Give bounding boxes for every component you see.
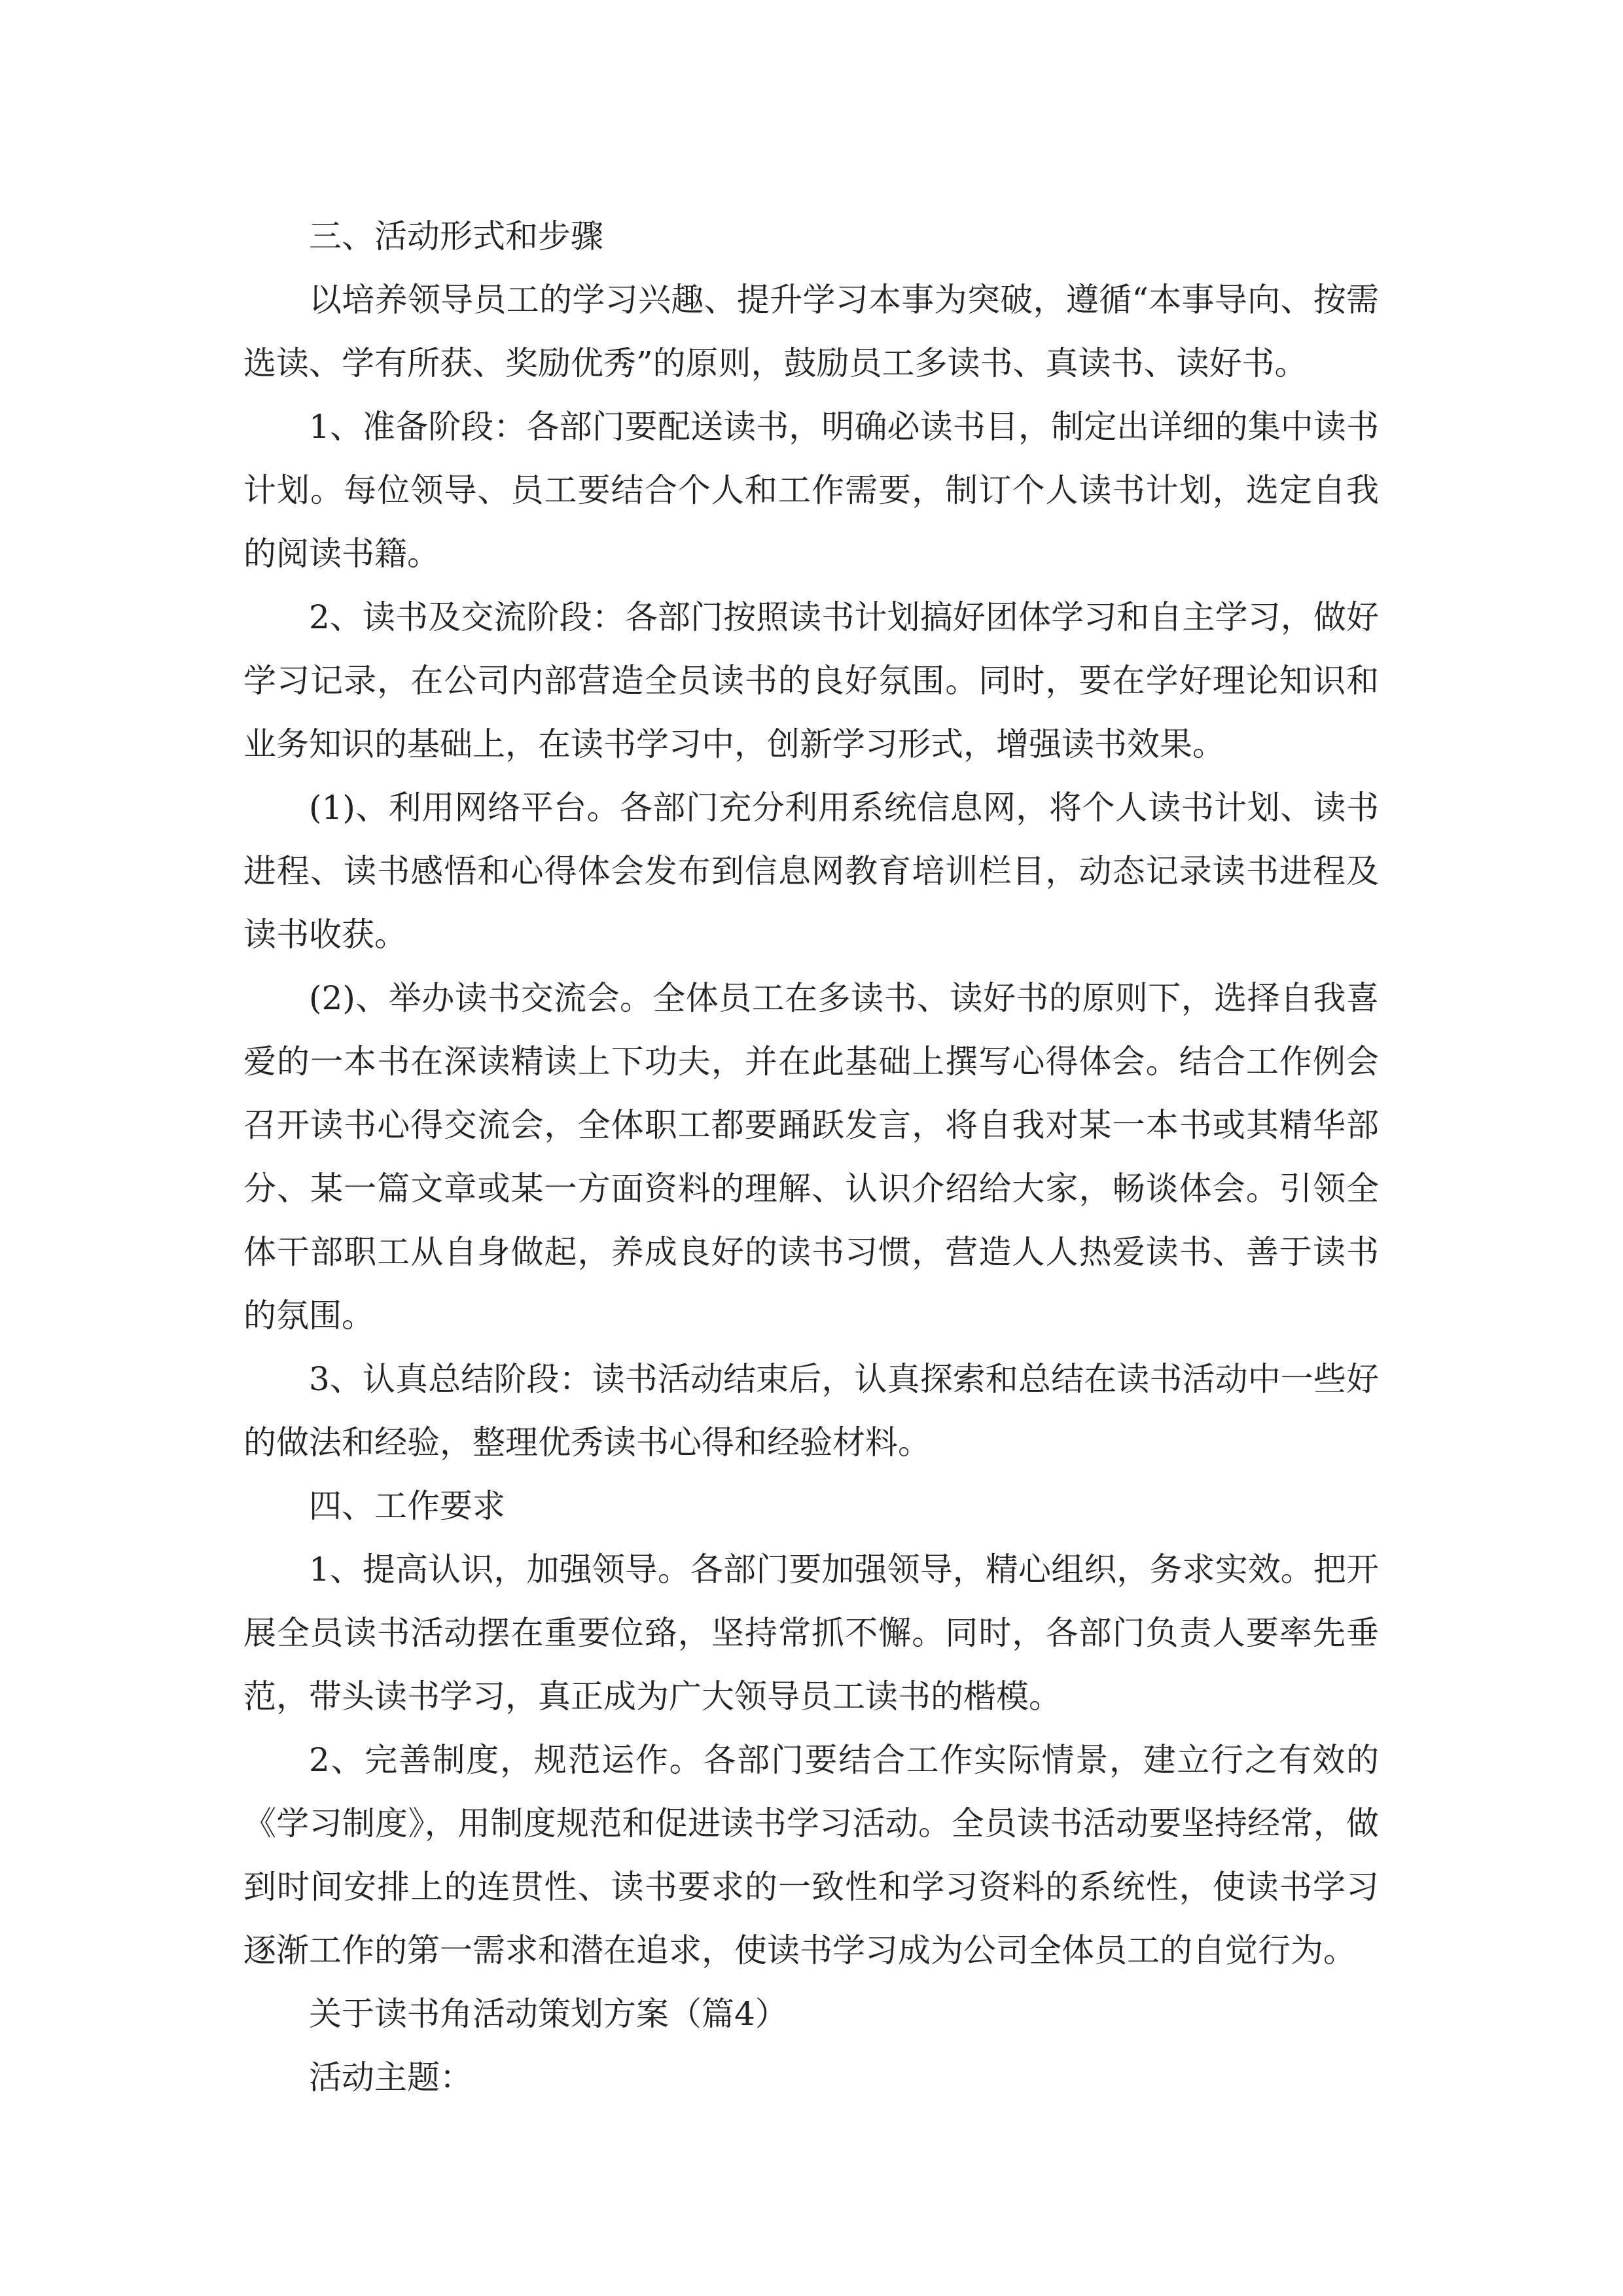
section-heading: 三、活动形式和步骤 [309, 217, 603, 255]
body-paragraph: 1、提高认识，加强领导。各部门要加强领导，精心组织，务求实效。把开展全员读书活动摆在重要位臵，坚持常抓不懈。同时，各部门负责人要率先垂范，带头读书学习，真正成为广大领导员工读书的楷模。 [243, 1551, 1379, 1715]
body-paragraph: 1、准备阶段：各部门要配送读书，明确必读书目，制定出详细的集中读书计划。每位领导、员工要结合个人和工作需要，制订个人读书计划，选定自我的阅读书籍。 [243, 408, 1379, 573]
document-body [243, 205, 1379, 2109]
body-paragraph: (2)、举办读书交流会。全体员工在多读书、读好书的原则下，选择自我喜爱的一本书在深读精读上下功夫，并在此基础上撰写心得体会。结合工作例会召开读书心得交流会，全体职工都要踊跃发言，将自我对某一本书或其精华部分、某一篇文章或某一方面资料的理解、认识介绍给大家，畅谈体会。引领全体干部职工从自身做起，养成良好的读书习惯，营造人人热爱读书、善于读书的氛围。 [243, 979, 1379, 1335]
section-heading: 四、工作要求 [309, 1487, 505, 1525]
body-paragraph: 以培养领导员工的学习兴趣、提升学习本事为突破，遵循“本事导向、按需选读、学有所获、奖励优秀”的原则，鼓励员工多读书、真读书、读好书。 [243, 281, 1379, 382]
body-paragraph: 3、认真总结阶段：读书活动结束后，认真探索和总结在读书活动中一些好的做法和经验，整理优秀读书心得和经验材料。 [243, 1360, 1379, 1462]
article-title: 关于读书角活动策划方案（篇4） [309, 1995, 788, 2033]
body-paragraph: 2、读书及交流阶段：各部门按照读书计划搞好团体学习和自主学习，做好学习记录，在公司内部营造全员读书的良好氛围。同时，要在学好理论知识和业务知识的基础上，在读书学习中，创新学习形式，增强读书效果。 [243, 598, 1379, 763]
body-paragraph: 2、完善制度，规范运作。各部门要结合工作实际情景，建立行之有效的《学习制度》，用制度规范和促进读书学习活动。全员读书活动要坚持经常，做到时间安排上的连贯性、读书要求的一致性和学习资料的系统性，使读书学习逐渐工作的第一需求和潜在追求，使读书学习成为公司全体员工的自觉行为。 [243, 1741, 1379, 1969]
activity-theme-label: 活动主题： [309, 2058, 473, 2096]
body-paragraph: (1)、利用网络平台。各部门充分利用系统信息网，将个人读书计划、读书进程、读书感悟和心得体会发布到信息网教育培训栏目，动态记录读书进程及读书收获。 [243, 789, 1379, 954]
